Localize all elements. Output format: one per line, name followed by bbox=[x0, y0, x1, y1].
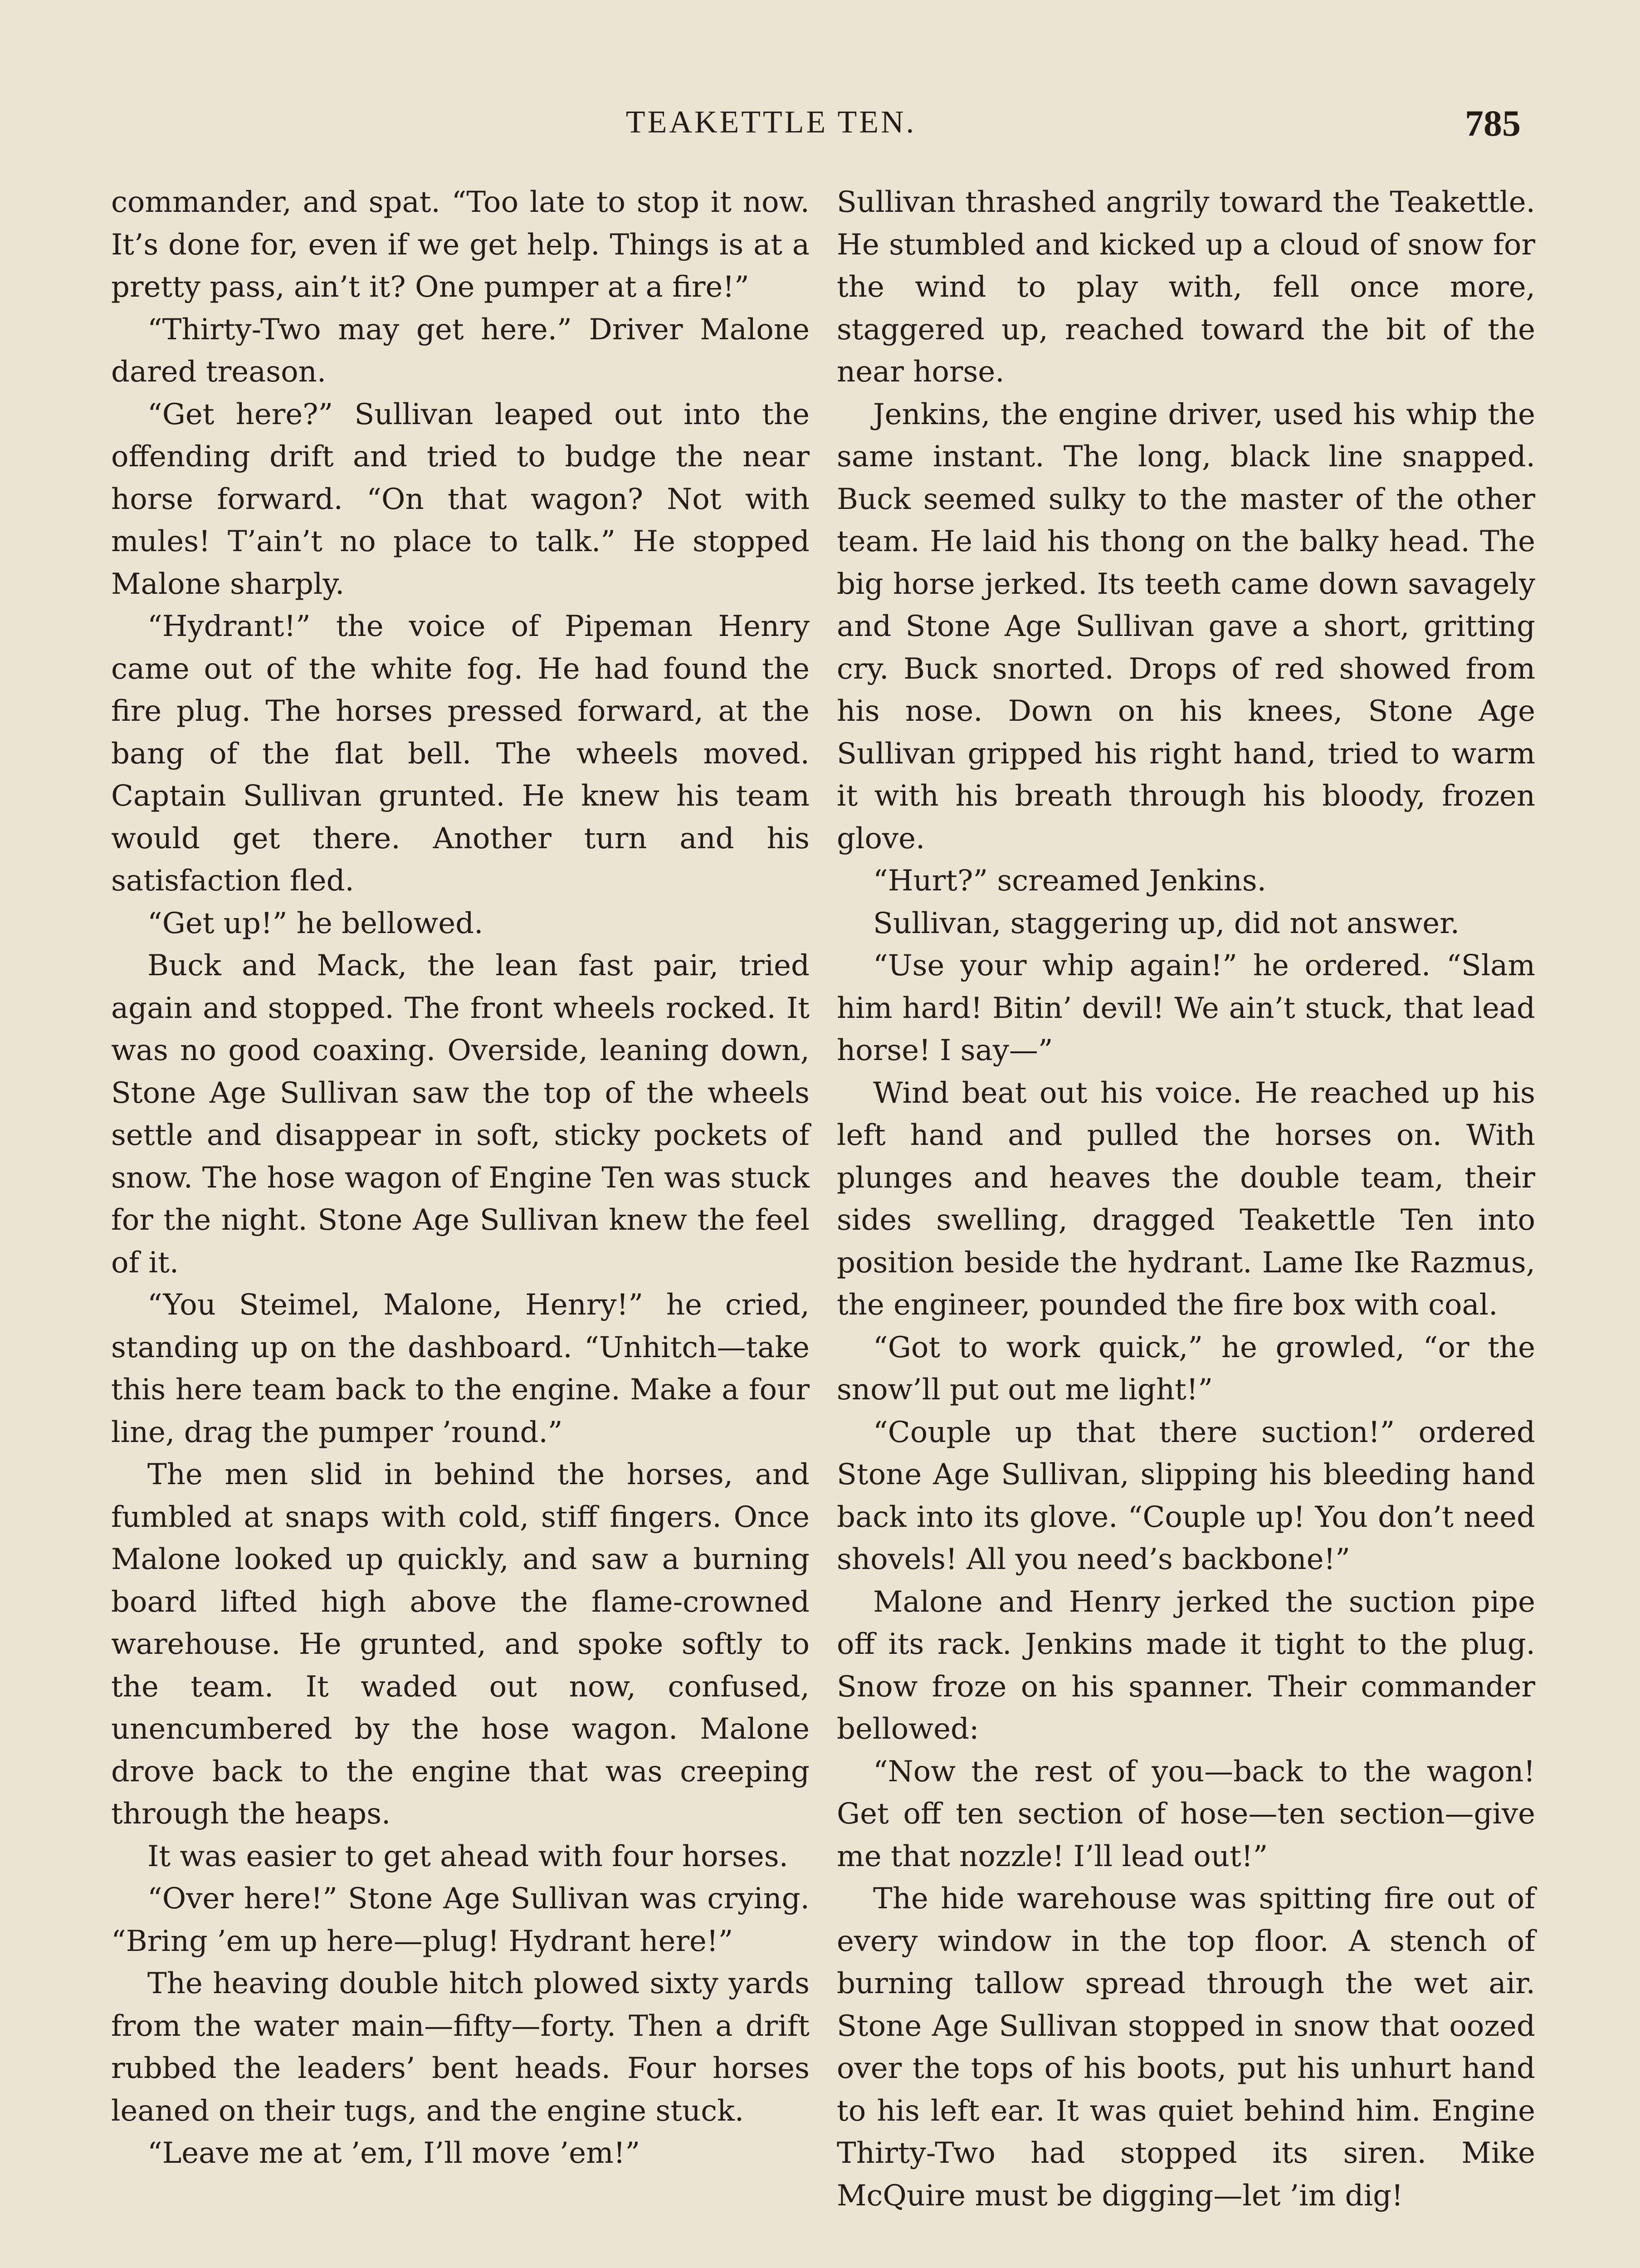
right-column bbox=[837, 181, 1535, 2217]
paragraph: “Hydrant!” the voice of Pipeman Henry came out of the white fog. He had found the fire plug. The horses pressed forward, at the bang of the flat bell. The wheels moved. Captain Sullivan grunted. He knew his team would get there. Another turn and his satisfaction fled. bbox=[111, 610, 810, 898]
paragraph: Sullivan thrashed angrily toward the Teakettle. He stumbled and kicked up a cloud of snow for the wind to play with, fell once more, staggered up, reached toward the bit of the near horse. bbox=[837, 186, 1535, 389]
paragraph: It was easier to get ahead with four horses. bbox=[147, 1839, 788, 1873]
paragraph: “You Steimel, Malone, Henry!” he cried, standing up on the dashboard. “Unhitch—take this here team back to the engine. Make a four line, drag the pumper ’round.” bbox=[111, 1288, 810, 1449]
paragraph: “Hurt?” screamed Jenkins. bbox=[873, 864, 1267, 898]
running-title: TEAKETTLE TEN. bbox=[625, 105, 917, 140]
paragraph: “Thirty-Two may get here.” Driver Malone dared treason. bbox=[111, 313, 810, 389]
paragraph: Sullivan, staggering up, did not answer. bbox=[873, 906, 1460, 940]
paragraph: “Get here?” Sullivan leaped out into the offending drift and tried to budge the near horse forward. “On that wagon? Not with mules! T’ain’t no place to talk.” He stopped Malone sharply. bbox=[111, 397, 810, 601]
paragraph: Buck and Mack, the lean fast pair, tried again and stopped. The front wheels rocked. It was no good coaxing. Overside, leaning down, Stone Age Sullivan saw the top of the wheels settle and disappear in soft, sticky pockets of snow. The hose wagon of Engine Ten was stuck for the night. Stone Age Sullivan knew the feel of it. bbox=[111, 949, 810, 1280]
paragraph: “Couple up that there suction!” ordered Stone Age Sullivan, slipping his bleeding hand back into its glove. “Couple up! You don’t need shovels! All you need’s backbone!” bbox=[837, 1415, 1535, 1576]
paragraph: The hide warehouse was spitting fire out of every window in the top floor. A stench of burning tallow spread through the wet air. Stone Age Sullivan stopped in snow that oozed over the tops of his boots, put his unhurt hand to his left ear. It was quiet behind him. Engine Thirty-Two had stopped its siren. Mike McQuire must be digging—let ’im dig! bbox=[837, 1882, 1535, 2213]
paragraph: “Get up!” he bellowed. bbox=[147, 906, 483, 940]
paragraph: The heaving double hitch plowed sixty yards from the water main—fifty—forty. Then a drift rubbed the leaders’ bent heads. Four horses leaned on their tugs, and the engine stuck. bbox=[111, 1967, 810, 2128]
paragraph: commander, and spat. “Too late to stop it now. It’s done for, even if we get help. Things is at a pretty pass, ain’t it? One pumper at a fire!” bbox=[111, 186, 810, 304]
paragraph: “Leave me at ’em, I’ll move ’em!” bbox=[147, 2136, 640, 2170]
paragraph: “Use your whip again!” he ordered. “Slam him hard! Bitin’ devil! We ain’t stuck, that lead horse! I say—” bbox=[837, 949, 1535, 1067]
paragraph: Malone and Henry jerked the suction pipe off its rack. Jenkins made it tight to the plug. Snow froze on his spanner. Their commander bellowed: bbox=[837, 1585, 1535, 1746]
running-header bbox=[0, 102, 1640, 147]
paragraph: “Over here!” Stone Age Sullivan was crying. “Bring ’em up here—plug! Hydrant here!” bbox=[111, 1882, 810, 1958]
paragraph: Jenkins, the engine driver, used his whip the same instant. The long, black line snapped. Buck seemed sulky to the master of the other team. He laid his thong on the balky head. The big horse jerked. Its teeth came down savagely and Stone Age Sullivan gave a short, gritting cry. Buck snorted. Drops of red showed from his nose. Down on his knees, Stone Age Sullivan gripped his right hand, tried to warm it with his breath through his bloody, frozen glove. bbox=[837, 397, 1535, 855]
paragraph: “Got to work quick,” he growled, “or the snow’ll put out me light!” bbox=[837, 1330, 1535, 1407]
paragraph: “Now the rest of you—back to the wagon! Get off ten section of hose—ten section—give me that nozzle! I’ll lead out!” bbox=[837, 1755, 1535, 1873]
paragraph: The men slid in behind the horses, and fumbled at snaps with cold, stiff fingers. Once Malone looked up quickly, and saw a burning board lifted high above the flame-crowned warehouse. He grunted, and spoke softly to the team. It waded out now, confused, unencumbered by the hose wagon. Malone drove back to the engine that was creeping through the heaps. bbox=[111, 1458, 810, 1831]
page-number: 785 bbox=[1465, 103, 1521, 144]
left-column bbox=[111, 181, 810, 2175]
paragraph: Wind beat out his voice. He reached up his left hand and pulled the horses on. With plunges and heaves the double team, their sides swelling, dragged Teakettle Ten into position beside the hydrant. Lame Ike Razmus, the engineer, pounded the fire box with coal. bbox=[837, 1076, 1535, 1322]
